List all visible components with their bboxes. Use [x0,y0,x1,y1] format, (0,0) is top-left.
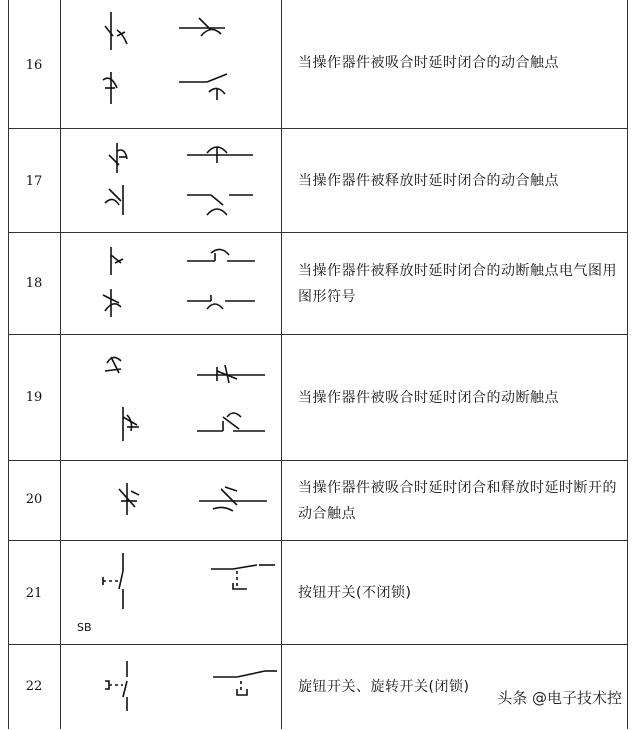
table-row [8,540,628,645]
row-description: 当操作器件被吸合时延时闭合和释放时延时断开的动合触点 [298,480,617,522]
row-description: 当操作器件被吸合时延时闭合的动断触点 [298,390,559,406]
row-number: 16 [25,58,43,73]
row-description: 按钮开关(不闭锁) [298,585,412,601]
contact-symbol-19 [61,335,281,461]
delay-contact-symbols [61,129,281,233]
contact-symbol-21 [61,541,281,645]
contact-symbol-16 [61,0,281,128]
row-number: 22 [25,679,43,694]
row-number: 17 [25,174,43,189]
table-row [8,128,628,233]
row-number: 19 [25,390,43,405]
row-description: 旋钮开关、旋转开关(闭锁) [298,679,470,695]
rotary-switch-symbols [61,645,281,730]
delay-contact-symbols [61,0,281,128]
push-button-symbols [61,541,281,645]
contact-symbol-22 [61,645,281,730]
row-number: 21 [25,586,43,601]
symbol-label-sb: SB [77,621,92,634]
symbol-table [8,0,628,729]
row-number: 18 [25,276,43,291]
row-description: 当操作器件被释放时延时闭合的动断触点电气图用图形符号 [298,263,617,305]
delay-contact-symbols [61,461,281,541]
row-description: 当操作器件被吸合时延时闭合的动合触点 [298,55,559,71]
contact-symbol-20 [61,461,281,541]
row-description: 当操作器件被释放时延时闭合的动合触点 [298,173,559,189]
delay-contact-symbols [61,233,281,335]
contact-symbol-17 [61,129,281,233]
watermark: 头条 @电子技术控 [493,686,626,709]
table-row [8,0,628,128]
table-row [8,232,628,335]
row-number: 20 [25,492,43,507]
table-row [8,334,628,461]
delay-contact-symbols [61,335,281,461]
contact-symbol-18 [61,233,281,335]
table-row [8,460,628,541]
